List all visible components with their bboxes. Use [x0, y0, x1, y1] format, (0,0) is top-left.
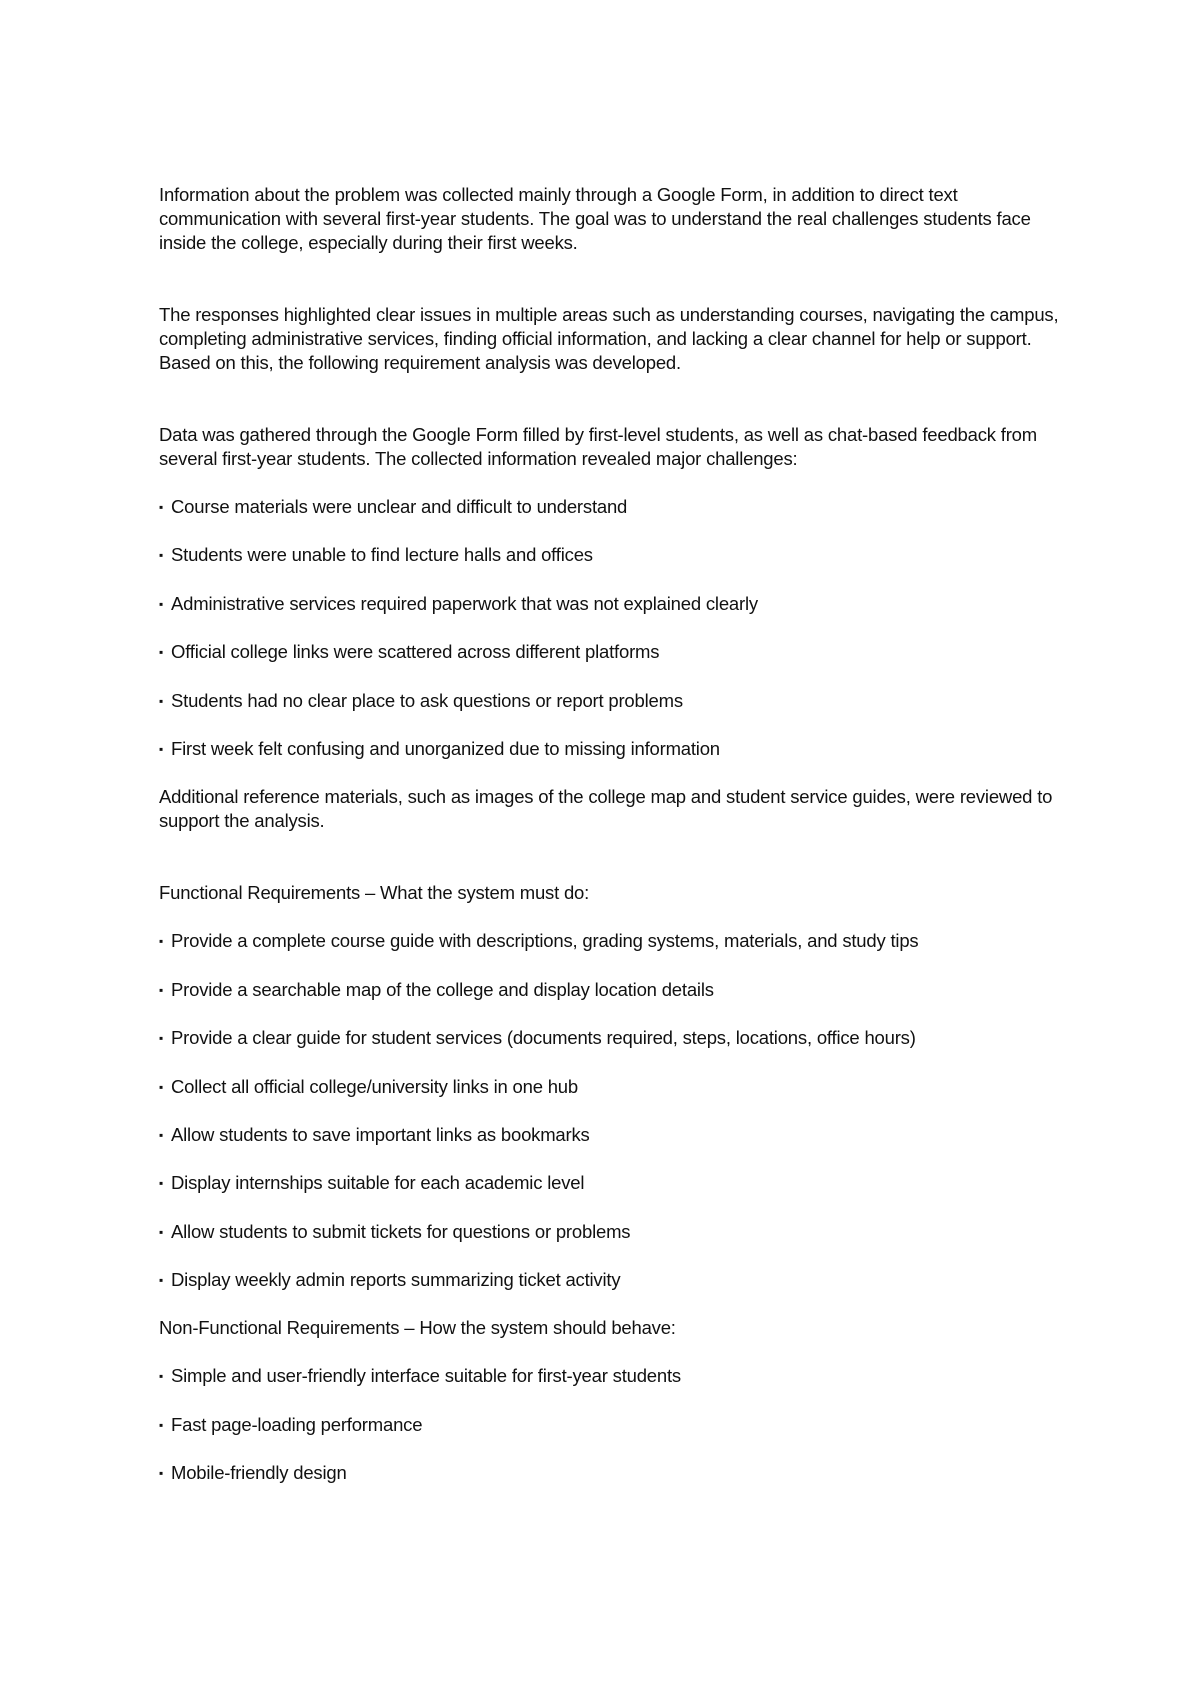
bullet-icon: ▪ — [159, 500, 164, 514]
list-item-text: First week felt confusing and unorganized due to missing information — [171, 737, 720, 759]
bullet-icon: ▪ — [159, 1273, 164, 1288]
bullet-icon: ▪ — [159, 1417, 164, 1432]
list-item — [159, 929, 1059, 953]
bullet-icon: ▪ — [159, 693, 164, 708]
list-item — [159, 1364, 1059, 1388]
list-item-text: Provide a clear guide for student services (documents required, steps, locations, office hours) — [171, 1027, 916, 1049]
bullet-icon: ▪ — [159, 1224, 164, 1239]
bullet-icon: ▪ — [159, 1369, 164, 1384]
list-item — [159, 1075, 1059, 1099]
non-functional-requirements-heading: Non-Functional Requirements – How the system should behave: — [159, 1317, 676, 1339]
functional-requirements-heading: Functional Requirements – What the system must do: — [159, 882, 590, 904]
list-item — [159, 1220, 1059, 1244]
list-item — [159, 1413, 1059, 1437]
bullet-icon: ▪ — [159, 982, 164, 997]
intro-paragraph-1: Information about the problem was collected mainly through a Google Form, in addition to direct text communication with several first-year students. The goal was to understand the real challenges students face inside the college, especially during their first weeks. — [159, 184, 1031, 253]
challenges-list — [159, 495, 1059, 761]
functional-requirements-list — [159, 929, 1059, 1292]
list-item-text: Allow students to submit tickets for questions or problems — [171, 1220, 631, 1242]
list-item-text: Provide a searchable map of the college and display location details — [171, 978, 714, 1000]
bullet-icon: ▪ — [159, 934, 164, 949]
bullet-icon: ▪ — [159, 1466, 164, 1481]
bullet-icon: ▪ — [159, 1176, 164, 1191]
list-item — [159, 978, 1059, 1002]
list-item-text: Display internships suitable for each academic level — [171, 1172, 585, 1194]
bullet-icon: ▪ — [159, 645, 164, 660]
list-item — [159, 1123, 1059, 1147]
list-item-text: Display weekly admin reports summarizing ticket activity — [171, 1269, 621, 1291]
list-item-text: Mobile-friendly design — [171, 1462, 347, 1484]
list-item — [159, 543, 1059, 567]
list-item — [159, 1461, 1059, 1485]
list-item-text: Fast page-loading performance — [171, 1413, 423, 1435]
list-item-text: Students were unable to find lecture halls and offices — [171, 544, 593, 566]
bullet-icon: ▪ — [159, 741, 164, 756]
list-item — [159, 689, 1059, 713]
reference-paragraph: Additional reference materials, such as images of the college map and student service guides, were reviewed to support the analysis. — [159, 786, 1053, 832]
document-body — [159, 183, 1059, 1510]
bullet-icon: ▪ — [159, 548, 164, 563]
list-item — [159, 737, 1059, 761]
list-item — [159, 640, 1059, 664]
list-item-text: Official college links were scattered across different platforms — [171, 641, 660, 663]
non-functional-requirements-list — [159, 1364, 1059, 1485]
list-item — [159, 592, 1059, 616]
list-item — [159, 1026, 1059, 1050]
list-item-text: Administrative services required paperwork that was not explained clearly — [171, 592, 758, 614]
data-gathering-paragraph: Data was gathered through the Google Form filled by first-level students, as well as chat-based feedback from several first-year students. The collected information revealed major challenges: — [159, 424, 1037, 469]
intro-paragraph-2: The responses highlighted clear issues in multiple areas such as understanding courses, navigating the campus, completing administrative services, finding official information, and lacking a clear channel for help or support. Based on this, the following requirement analysis was developed. — [159, 304, 1059, 373]
bullet-icon: ▪ — [159, 1031, 164, 1046]
bullet-icon: ▪ — [159, 596, 164, 611]
bullet-icon: ▪ — [159, 1079, 164, 1094]
list-item — [159, 495, 1059, 519]
list-item-text: Collect all official college/university links in one hub — [171, 1075, 578, 1097]
list-item-text: Simple and user-friendly interface suitable for first-year students — [171, 1365, 681, 1387]
bullet-icon: ▪ — [159, 1127, 164, 1142]
list-item-text: Course materials were unclear and difficult to understand — [171, 496, 628, 517]
list-item — [159, 1268, 1059, 1292]
list-item-text: Students had no clear place to ask questions or report problems — [171, 689, 683, 711]
list-item-text: Allow students to save important links as bookmarks — [171, 1123, 590, 1145]
list-item-text: Provide a complete course guide with descriptions, grading systems, materials, and study tips — [171, 930, 919, 952]
list-item — [159, 1171, 1059, 1195]
